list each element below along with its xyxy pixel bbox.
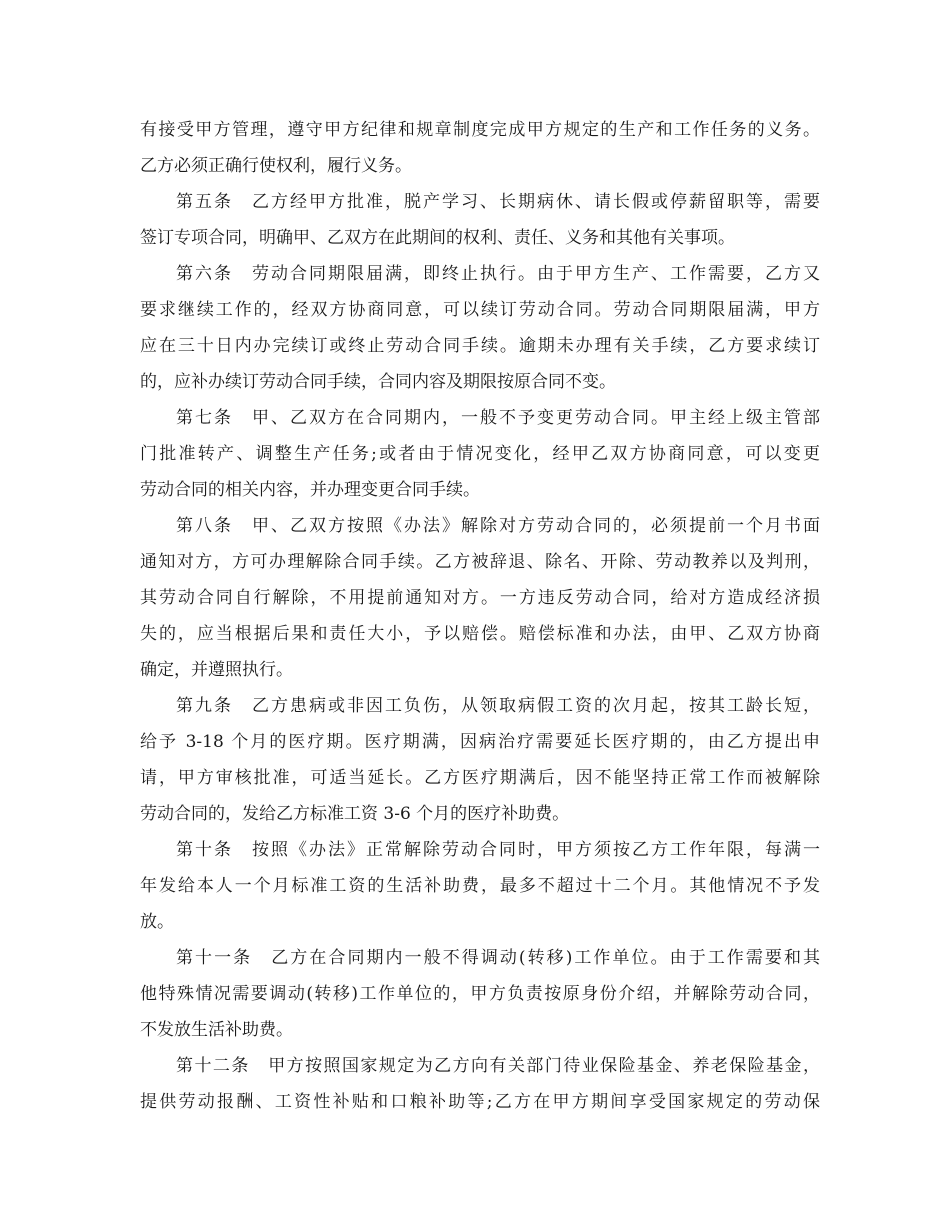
text-line: 失的，应当根据后果和责任大小，予以赔偿。赔偿标准和办法，由甲、乙双方协商 [140,624,820,644]
text-line: 第六条 劳动合同期限届满，即终止执行。由于甲方生产、工作需要，乙方又 [176,264,820,284]
text-line: 第十条 按照《办法》正常解除劳动合同时，甲方须按乙方工作年限，每满一 [176,840,820,860]
text-line: 门批准转产、调整生产任务;或者由于情况变化，经甲乙双方协商同意，可以变更 [140,444,820,464]
text-line: 第九条 乙方患病或非因工负伤，从领取病假工资的次月起，按其工龄长短， [176,696,820,716]
text-line: 应在三十日内办完续订或终止劳动合同手续。逾期未办理有关手续，乙方要求续订 [140,336,820,356]
text-line: 他特殊情况需要调动(转移)工作单位的，甲方负责按原身份介绍，并解除劳动合同， [140,984,820,1004]
text-line: 年发给本人一个月标准工资的生活补助费，最多不超过十二个月。其他情况不予发 [140,876,820,896]
text-line: 给予 3-18 个月的医疗期。医疗期满，因病治疗需要延长医疗期的，由乙方提出申 [140,732,820,752]
text-line: 第七条 甲、乙双方在合同期内，一般不予变更劳动合同。甲主经上级主管部 [176,408,820,428]
text-line: 有接受甲方管理，遵守甲方纪律和规章制度完成甲方规定的生产和工作任务的义务。 [140,120,820,140]
text-line: 劳动合同的，发给乙方标准工资 3-6 个月的医疗补助费。 [140,804,570,824]
text-line: 请，甲方审核批准，可适当延长。乙方医疗期满后，因不能坚持正常工作而被解除 [140,768,820,788]
text-line: 乙方必须正确行使权利，履行义务。 [140,156,412,176]
text-line: 第十二条 甲方按照国家规定为乙方向有关部门待业保险基金、养老保险基金， [176,1056,820,1076]
text-line: 提供劳动报酬、工资性补贴和口粮补助等;乙方在甲方期间享受国家规定的劳动保 [140,1092,820,1112]
text-line: 第八条 甲、乙双方按照《办法》解除对方劳动合同的，必须提前一个月书面 [176,516,820,536]
text-line: 的，应补办续订劳动合同手续，合同内容及期限按原合同不变。 [140,372,616,392]
text-line: 第五条 乙方经甲方批准，脱产学习、长期病休、请长假或停薪留职等，需要 [176,192,820,212]
text-line: 签订专项合同，明确甲、乙双方在此期间的权利、责任、义务和其他有关事项。 [140,228,735,248]
text-line: 确定，并遵照执行。 [140,660,293,680]
text-line: 通知对方，方可办理解除合同手续。乙方被辞退、除名、开除、劳动教养以及判刑， [140,552,820,572]
document-body [140,112,820,1120]
text-line: 其劳动合同自行解除，不用提前通知对方。一方违反劳动合同，给对方造成经济损 [140,588,820,608]
text-line: 不发放生活补助费。 [140,1020,293,1040]
text-line: 第十一条 乙方在合同期内一般不得调动(转移)工作单位。由于工作需要和其 [176,948,820,968]
text-line: 劳动合同的相关内容，并办理变更合同手续。 [140,480,480,500]
text-line: 要求继续工作的，经双方协商同意，可以续订劳动合同。劳动合同期限届满，甲方 [140,300,820,320]
text-line: 放。 [140,912,174,932]
